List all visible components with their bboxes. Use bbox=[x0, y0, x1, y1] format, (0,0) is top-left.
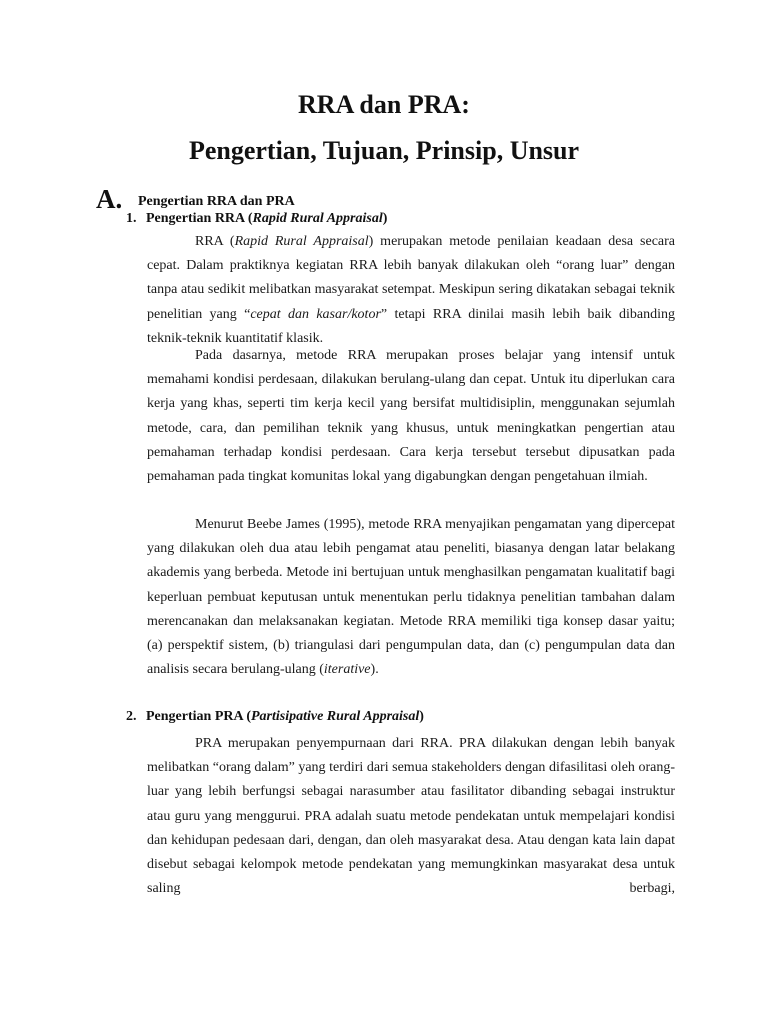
document-title: RRA dan PRA: bbox=[298, 90, 470, 119]
subheading-prefix: Pengertian RRA ( bbox=[146, 211, 253, 226]
text-run-italic: cepat dan kasar/kotor bbox=[250, 306, 381, 322]
paragraph-pra-definition: PRA merupakan penyempurnaan dari RRA. PRA dilakukan dengan lebih banyak melibatkan “orang dalam” yang terdiri dari semua stakeholders dengan difasilitasi oleh orang-luar yang lebih berfungsi sebagai narasumber atau fasilitator dibanding sebagai instruktur atau guru yang menggurui. PRA adalah suatu metode pendekatan untuk mempelajari kondisi dan kehidupan pedesaan dari, dengan, dan oleh masyarakat desa. Atau dengan kata lain dapat disebut sebagai kelompok metode pendekatan yang memungkinkan masyarakat desa untuk saling berbagi, bbox=[147, 736, 675, 897]
paragraph-rra-definition bbox=[147, 230, 675, 351]
document-subtitle: Pengertian, Tujuan, Prinsip, Unsur bbox=[188, 136, 580, 165]
text-run: Menurut Beebe James (1995), metode RRA menyajikan pengamatan yang dipercepat yang dilakukan oleh dua atau lebih pengamat atau peneliti, biasanya dengan latar belakang akademis yang berbeda. Metode ini bertujuan untuk menghasilkan pengamatan kualitatif bagi keperluan pembuat keputusan untuk menentukan perlu tidaknya penelitian tambahan dalam merencanakan dan melaksanakan kegiatan. Metode RRA memiliki tiga konsep dasar yaitu; (a) perspektif sistem, (b) triangulasi dari pengumpulan data, dan (c) pengumpulan data dan analisis secara berulang-ulang ( bbox=[147, 517, 675, 678]
section-title: Pengertian RRA dan PRA bbox=[138, 194, 295, 209]
text-run: ). bbox=[370, 662, 379, 678]
subheading-pra bbox=[126, 709, 424, 725]
text-run-italic: iterative bbox=[323, 662, 371, 678]
subheading-number: 1. bbox=[126, 211, 137, 226]
text-run: ” tetapi RRA dinilai masih lebih baik dibanding teknik-teknik kuantitatif klasik. bbox=[147, 306, 675, 346]
section-letter: A. bbox=[96, 184, 123, 214]
text-run: ) merupakan metode penilaian keadaan desa secara cepat. Dalam praktiknya kegiatan RRA lebih banyak dilakukan oleh “orang luar” dengan tanpa atau sedikit melibatkan masyarakat setempat. Meskipun sering dikatakan sebagai teknik penelitian yang “ bbox=[147, 234, 675, 322]
subheading-suffix: ) bbox=[419, 709, 424, 724]
text-run-italic: Rapid Rural Appraisal bbox=[234, 234, 369, 249]
subheading-italic: Partisipative Rural Appraisal bbox=[250, 709, 420, 724]
subheading-italic: Rapid Rural Appraisal bbox=[252, 211, 383, 226]
text-run: RRA ( bbox=[195, 234, 235, 249]
subheading-prefix: Pengertian PRA ( bbox=[146, 709, 251, 724]
subheading-number: 2. bbox=[126, 709, 137, 724]
subheading-suffix: ) bbox=[382, 211, 388, 226]
paragraph-rra-process: Pada dasarnya, metode RRA merupakan proses belajar yang intensif untuk memahami kondisi perdesaan, dilakukan berulang-ulang dan cepat. Untuk itu diperlukan cara kerja yang khas, seperti tim kerja kecil yang bersifat multidisiplin, menggunakan sejumlah metode, cara, dan pemilihan teknik yang khusus, untuk meningkatkan pengertian atau pemahaman terhadap kondisi perdesaan. Cara kerja tersebut tersebut dipusatkan pada pemahaman pada tingkat komunitas lokal yang digabungkan dengan pengetahuan ilmiah. bbox=[147, 348, 675, 485]
paragraph-rra-beebe bbox=[147, 513, 675, 682]
subheading-rra bbox=[126, 211, 387, 227]
